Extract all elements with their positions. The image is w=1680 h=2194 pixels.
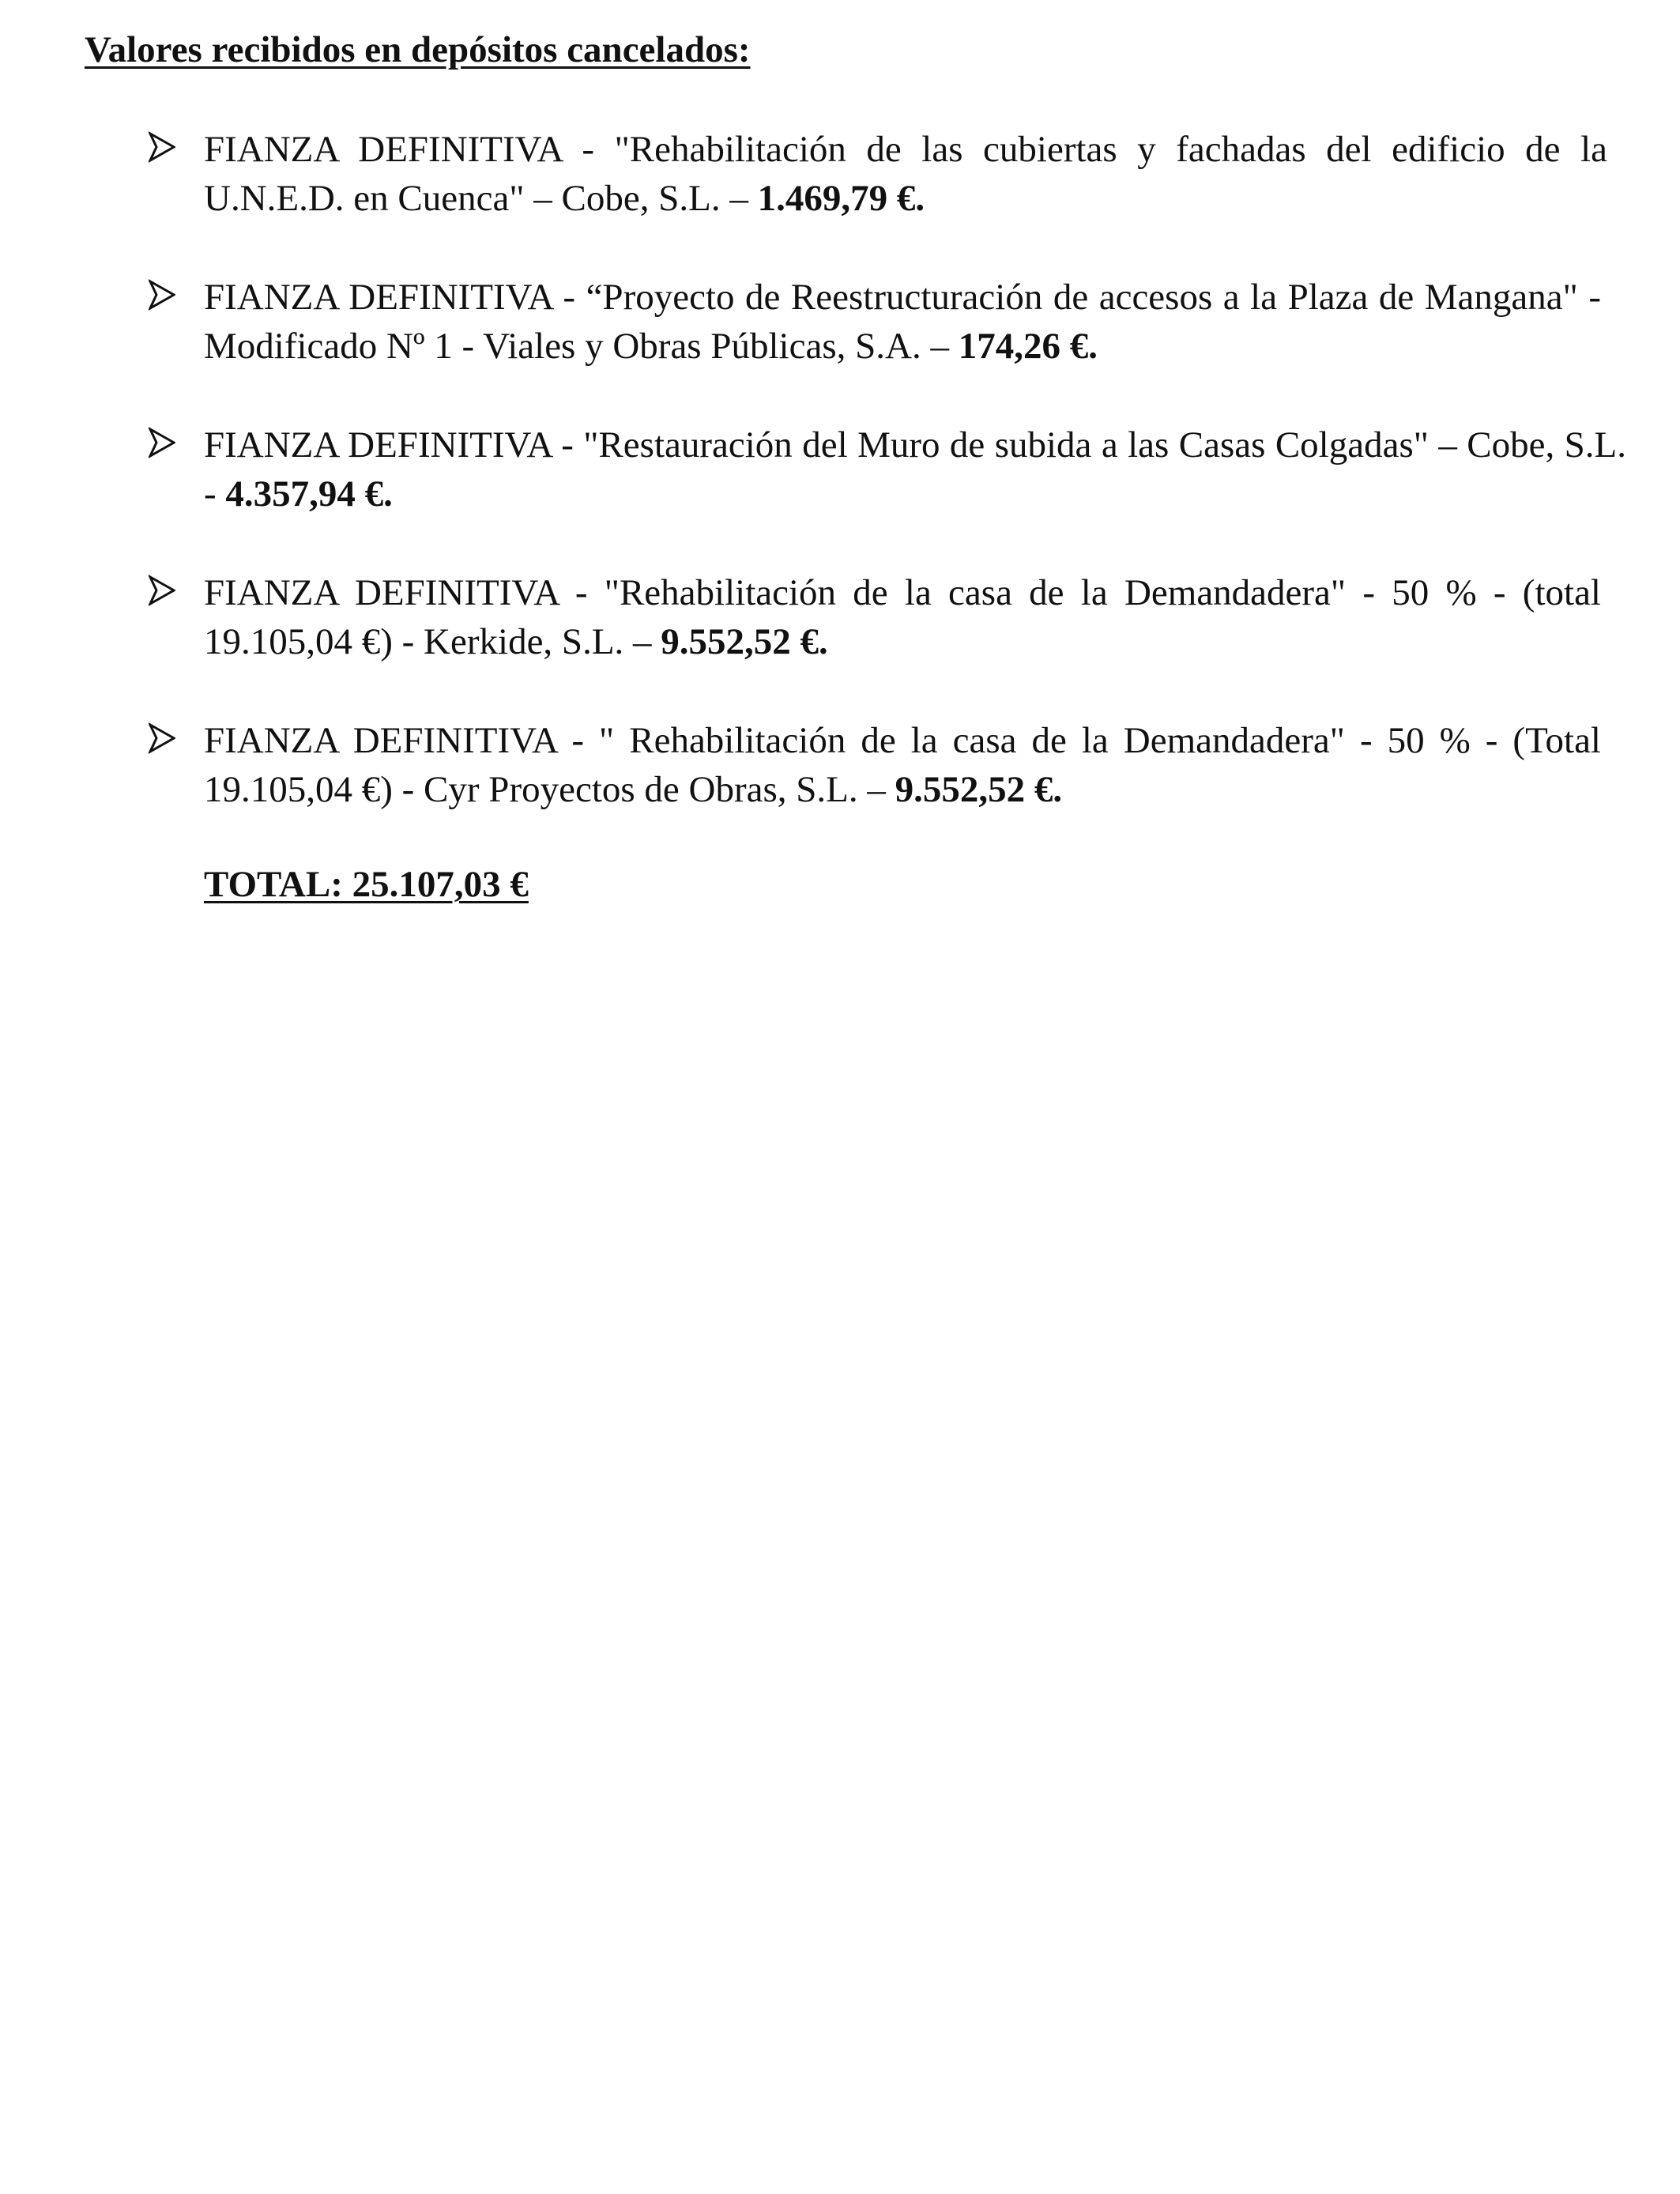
deposit-description: [204, 273, 1601, 371]
deposit-description: [204, 125, 1607, 223]
arrowhead-bullet-icon: [149, 575, 175, 606]
section-heading: Valores recibidos en depósitos cancelados:: [85, 29, 751, 70]
deposit-amount: 9.552,52 €.: [895, 769, 1063, 810]
deposit-description: [204, 568, 1601, 666]
deposit-text: FIANZA DEFINITIVA - “Proyecto de Reestructuración de accesos a la Plaza de Mangana" - Modificado Nº 1 - Viales y Obras Públicas, S.A. –: [204, 277, 1601, 367]
deposit-text: FIANZA DEFINITIVA - " Rehabilitación de la casa de la Demandadera" - 50 % - (Total 19.105,04 €) - Cyr Proyectos de Obras, S.L. –: [204, 720, 1601, 810]
deposit-amount: 4.357,94 €.: [225, 473, 393, 515]
deposit-amount: 9.552,52 €.: [661, 621, 828, 662]
deposit-text: FIANZA DEFINITIVA - "Rehabilitación de las cubiertas y fachadas del edificio de la U.N.E.D. en Cuenca" – Cobe, S.L. –: [204, 129, 1607, 219]
deposit-text: FIANZA DEFINITIVA - "Restauración del Muro de subida a las Casas Colgadas" – Cobe, S.L. -: [204, 424, 1626, 515]
arrowhead-bullet-icon: [149, 279, 175, 311]
arrowhead-bullet-icon: [149, 131, 175, 163]
deposit-description: [204, 420, 1626, 518]
arrowhead-bullet-icon: [149, 722, 175, 754]
deposit-description: [204, 716, 1601, 814]
deposit-text: FIANZA DEFINITIVA - "Rehabilitación de la casa de la Demandadera" - 50 % - (total 19.105,04 €) - Kerkide, S.L. –: [204, 572, 1601, 662]
total-amount: TOTAL: 25.107,03 €: [204, 864, 529, 905]
deposit-amount: 1.469,79 €.: [757, 178, 925, 219]
deposit-amount: 174,26 €.: [958, 326, 1098, 367]
arrowhead-bullet-icon: [149, 427, 175, 458]
